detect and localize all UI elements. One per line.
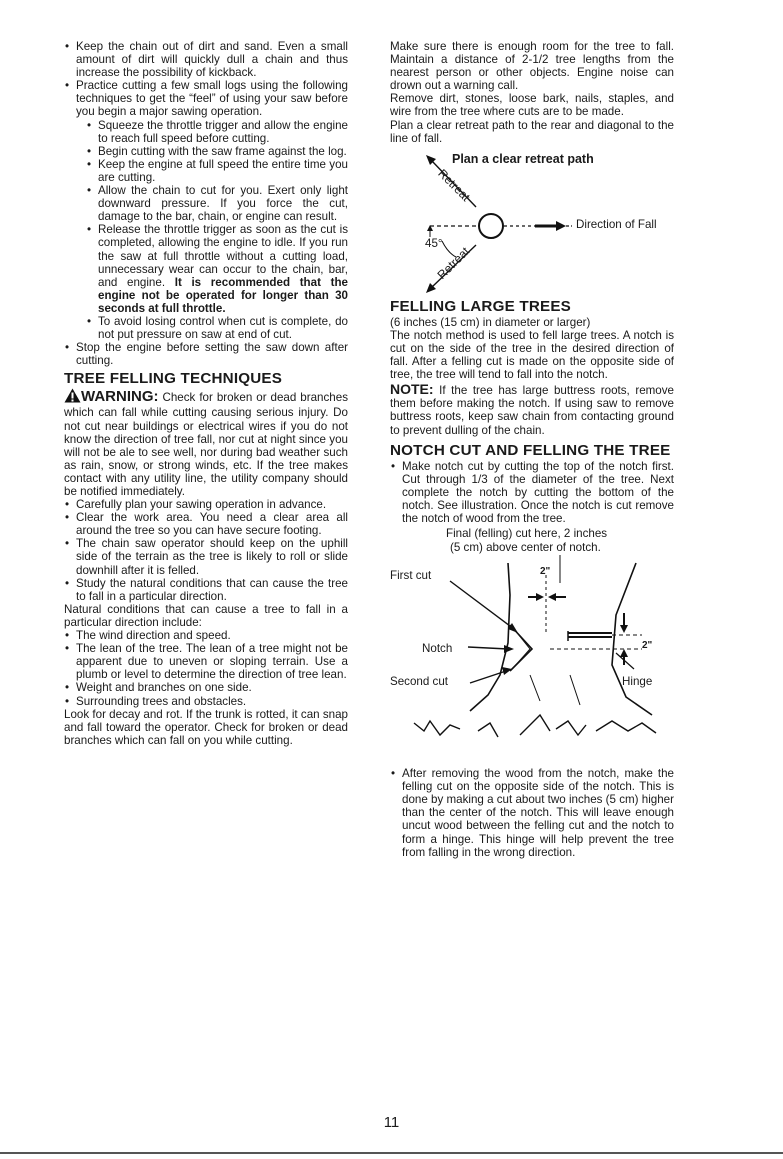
hinge-label: Hinge — [622, 675, 653, 689]
two-inch-right-label: 2" — [642, 640, 653, 652]
notch-method-paragraph: The notch method is used to fell large trees. A notch is cut on the side of the tree in the desired direction of fall. After a felling cut is made on the opposite side of tree, the tree will tend to fall into the notch. — [390, 328, 674, 382]
room-paragraph: Make sure there is enough room for the tree to fall. Maintain a distance of 2-1/2 tree lengths from the nearest person or other objects. Engine noise can drown out a warning call. — [390, 40, 674, 93]
release-text: Release the throttle trigger as soon as the cut is completed, allowing the engine to idle. If you run the saw at full throttle without a cutting load, unnecessary wear can occur to the chain, bar, and engine. — [98, 223, 348, 289]
planning-list — [64, 498, 348, 603]
list-item — [64, 79, 348, 341]
list-item: • Keep the engine at full speed the entire time you are cutting. — [76, 158, 348, 184]
natural-conditions-intro: Natural conditions that can cause a tree to fall in a particular direction include: — [64, 602, 348, 629]
list-item — [76, 223, 348, 315]
figure-title: Plan a clear retreat path — [452, 151, 594, 166]
list-item: • Clear the work area. You need a clear area all around the tree so you can have secure footing. — [64, 511, 348, 537]
note-paragraph — [390, 383, 674, 436]
warning-triangle-icon — [64, 388, 81, 406]
warning-paragraph — [64, 388, 348, 498]
list-item: • The lean of the tree. The lean of a tree might not be apparent due to uneven or sloping terrain. Use a plumb or level to determine the direction of tree lean. — [64, 642, 348, 681]
list-item: • After removing the wood from the notch, make the felling cut on the opposite side of the notch. This is done by making a cut about two inches (5 cm) higher than the center of the notch. This will leave enough uncut wood between the felling cut and the notch to form a hinge. This hinge will help prevent the tree from falling in the wrong direction. — [390, 767, 674, 859]
list-item: • Carefully plan your sawing operation in advance. — [64, 498, 348, 511]
list-item: • Stop the engine before setting the saw down after cutting. — [64, 341, 348, 367]
first-cut-label: First cut — [390, 569, 432, 583]
large-trees-subtitle: (6 inches (15 cm) in diameter or larger) — [390, 315, 591, 329]
right-column — [390, 40, 674, 859]
list-item: • Make notch cut by cutting the top of the notch first. Cut through 1/3 of the diameter of the tree. Next complete the notch by cutting the bottom of the notch. See illustration. Once the notch is cut remove the notch of wood from the tree. — [390, 460, 674, 525]
natural-conditions-list — [64, 629, 348, 708]
list-item: • Study the natural conditions that can cause the tree to fall in a particular direction. — [64, 577, 348, 603]
note-label: NOTE: — [390, 381, 434, 398]
retreat-label-lower: Retreat — [434, 244, 473, 282]
retreat-path-figure — [390, 145, 674, 295]
section-heading-tree-felling: TREE FELLING TECHNIQUES — [64, 370, 283, 388]
section-heading-notch-cut: NOTCH CUT AND FELLING THE TREE — [390, 441, 671, 459]
section-heading-felling-large: FELLING LARGE TREES — [390, 297, 571, 315]
cutting-tips-list — [64, 40, 348, 367]
list-item: • To avoid losing control when cut is complete, do not put pressure on saw at end of cut. — [76, 315, 348, 341]
decay-paragraph: Look for decay and rot. If the trunk is rotted, it can snap and fall toward the operator. Check for broken or dead branches which can fall on you while cutting. — [64, 707, 348, 747]
felling-cut-caption-line2: (5 cm) above center of notch. — [450, 541, 601, 555]
list-item: • Weight and branches on one side. — [64, 681, 348, 694]
notch-cut-figure — [390, 525, 674, 767]
second-cut-label: Second cut — [390, 675, 449, 689]
retreat-label-upper: Retreat — [435, 166, 473, 204]
angle-label: 45° — [425, 236, 443, 250]
remove-debris-paragraph: Remove dirt, stones, loose bark, nails, staples, and wire from the tree where cuts are to be made. — [390, 92, 674, 119]
retreat-paragraph: Plan a clear retreat path to the rear and diagonal to the line of fall. — [390, 118, 674, 145]
warning-text: Check for broken or dead branches which can fall while cutting causing serious injury. Do not cut near buildings or electrical wires if you do not know the direction of tree fall, nor cut at night since you will not be ale to see well, nor during bad weather such as rain, snow, or strong winds, etc. If the tree makes contact with any utility line, the utility company should be notified immediately. — [64, 391, 348, 498]
practice-sub-list — [76, 119, 348, 342]
list-item: • Allow the chain to cut for you. Exert only light downward pressure. If you force the cut, damage to the bar, chain, or engine can result. — [76, 184, 348, 223]
left-column — [64, 40, 348, 747]
footer-divider — [0, 1152, 783, 1154]
note-text: If the tree has large buttress roots, remove them before making the notch. If using saw to remove buttress roots, keep saw chain from contacting ground to prevent dulling of the chain. — [390, 384, 674, 437]
list-item: • Surrounding trees and obstacles. — [64, 695, 348, 708]
felling-cut-caption-line1: Final (felling) cut here, 2 inches — [446, 527, 608, 541]
list-item: • Begin cutting with the saw frame against the log. — [76, 145, 348, 158]
notch-label: Notch — [422, 642, 453, 656]
warning-label: WARNING: — [81, 388, 159, 406]
list-item: • The chain saw operator should keep on the uphill side of the terrain as the tree is likely to roll or slide downhill after it is felled. — [64, 537, 348, 576]
direction-of-fall-label: Direction of Fall — [576, 217, 657, 231]
notch-list-2 — [390, 767, 674, 859]
page-number: 11 — [383, 1114, 400, 1131]
practice-text: Practice cutting a few small logs using the following techniques to get the “feel” of using your saw before you begin a major sawing operation. — [76, 79, 348, 119]
notch-list-1 — [390, 460, 674, 525]
list-item: • Keep the chain out of dirt and sand. Even a small amount of dirt will quickly dull a chain and thus increase the possibility of kickback. — [64, 40, 348, 79]
throttle-warning: It is recommended that the engine not be operated for longer than 30 seconds at full throttle. — [98, 275, 348, 315]
list-item: • The wind direction and speed. — [64, 629, 348, 642]
list-item: • Squeeze the throttle trigger and allow the engine to reach full speed before cutting. — [76, 119, 348, 145]
two-inch-top-label: 2" — [540, 566, 551, 578]
